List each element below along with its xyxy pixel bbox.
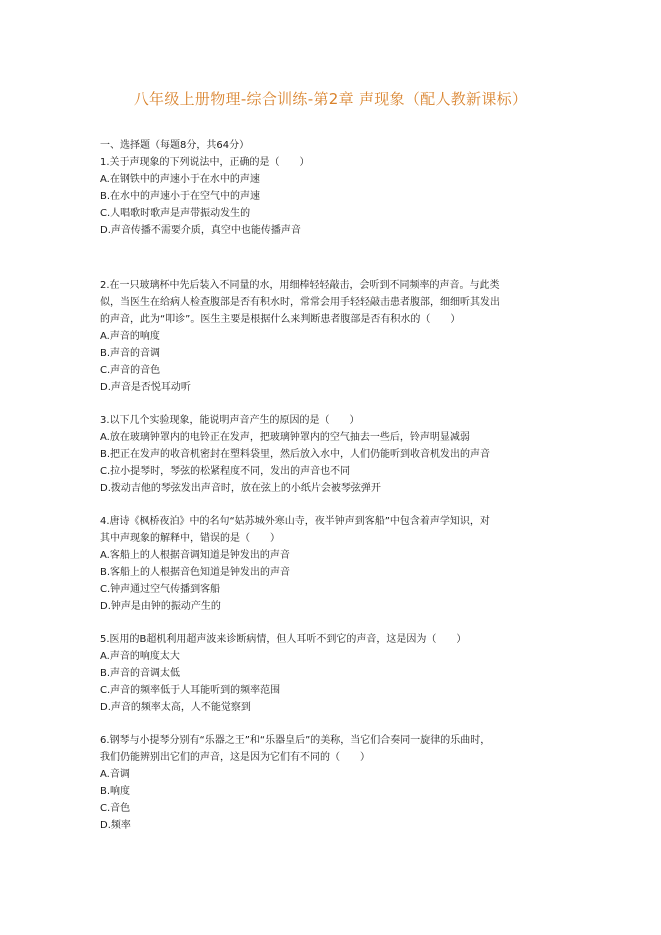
option-b: B.声音的音调 bbox=[100, 348, 161, 359]
question-stem: 的声音，此为“叩诊”。医生主要是根据什么来判断患者腹部是否有积水的（ ） bbox=[100, 314, 461, 325]
question-1 bbox=[100, 154, 562, 239]
option-b: B.响度 bbox=[100, 786, 131, 797]
question-stem: 4.唐诗《枫桥夜泊》中的名句“姑苏城外寒山寺，夜半钟声到客船”中包含着声学知识，对 bbox=[100, 516, 490, 527]
option-d: D.声音的频率太高，人不能觉察到 bbox=[100, 702, 251, 713]
option-a: A.声音的响度太大 bbox=[100, 651, 180, 662]
question-6 bbox=[100, 732, 562, 834]
option-a: A.声音的响度 bbox=[100, 331, 160, 342]
question-stem: 1.关于声现象的下列说法中，正确的是（ ） bbox=[100, 157, 310, 168]
option-b: B.客船上的人根据音色知道是钟发出的声音 bbox=[100, 567, 291, 578]
question-stem: 似，当医生在给病人检查腹部是否有积水时，常常会用手轻轻敲击患者腹部，细细听其发出 bbox=[100, 297, 500, 308]
question-2 bbox=[100, 277, 562, 396]
option-b: B.在水中的声速小于在空气中的声速 bbox=[100, 191, 261, 202]
question-stem: 我们仍能辨别出它们的声音，这是因为它们有不同的（ ） bbox=[100, 752, 370, 763]
option-d: D.拨动吉他的琴弦发出声音时，放在弦上的小纸片会被琴弦弹开 bbox=[100, 483, 381, 494]
question-3 bbox=[100, 412, 562, 497]
question-stem: 2.在一只玻璃杯中先后装入不同量的水，用细棒轻轻敲击，会听到不同频率的声音。与此类 bbox=[100, 280, 500, 291]
question-4 bbox=[100, 513, 562, 615]
question-5 bbox=[100, 631, 562, 716]
option-a: A.音调 bbox=[100, 769, 130, 780]
option-c: C.人唱歌时歌声是声带振动发生的 bbox=[100, 208, 251, 219]
option-a: A.客船上的人根据音调知道是钟发出的声音 bbox=[100, 550, 290, 561]
option-c: C.声音的频率低于人耳能听到的频率范围 bbox=[100, 685, 281, 696]
question-stem: 3.以下几个实验现象，能说明声音产生的原因的是（ ） bbox=[100, 415, 360, 426]
question-stem: 其中声现象的解释中，错误的是（ ） bbox=[100, 533, 280, 544]
option-d: D.声音传播不需要介质，真空中也能传播声音 bbox=[100, 225, 301, 236]
option-a: A.放在玻璃钟罩内的电铃正在发声，把玻璃钟罩内的空气抽去一些后，铃声明显减弱 bbox=[100, 432, 470, 443]
option-b: B.把正在发声的收音机密封在塑料袋里，然后放入水中，人们仍能听到收音机发出的声音 bbox=[100, 449, 491, 460]
document-body bbox=[100, 137, 562, 834]
option-c: C.声音的音色 bbox=[100, 365, 161, 376]
option-c: C.钟声通过空气传播到客船 bbox=[100, 584, 221, 595]
option-c: C.音色 bbox=[100, 803, 131, 814]
option-d: D.钟声是由钟的振动产生的 bbox=[100, 601, 221, 612]
option-d: D.频率 bbox=[100, 820, 131, 831]
option-d: D.声音是否悦耳动听 bbox=[100, 382, 191, 393]
option-a: A.在钢铁中的声速小于在水中的声速 bbox=[100, 174, 260, 185]
option-b: B.声音的音调太低 bbox=[100, 668, 181, 679]
question-stem: 6.钢琴与小提琴分别有“乐器之王”和“乐器皇后”的美称，当它们合奏同一旋律的乐曲时， bbox=[100, 735, 491, 746]
question-stem: 5.医用的B超机利用超声波来诊断病情，但人耳听不到它的声音，这是因为（ ） bbox=[100, 634, 467, 645]
option-c: C.拉小提琴时，琴弦的松紧程度不同，发出的声音也不同 bbox=[100, 466, 351, 477]
document-title: 八年级上册物理-综合训练-第2章 声现象（配人教新课标） bbox=[133, 90, 528, 108]
section-header: 一、选择题（每题8分，共64分） bbox=[100, 140, 250, 151]
